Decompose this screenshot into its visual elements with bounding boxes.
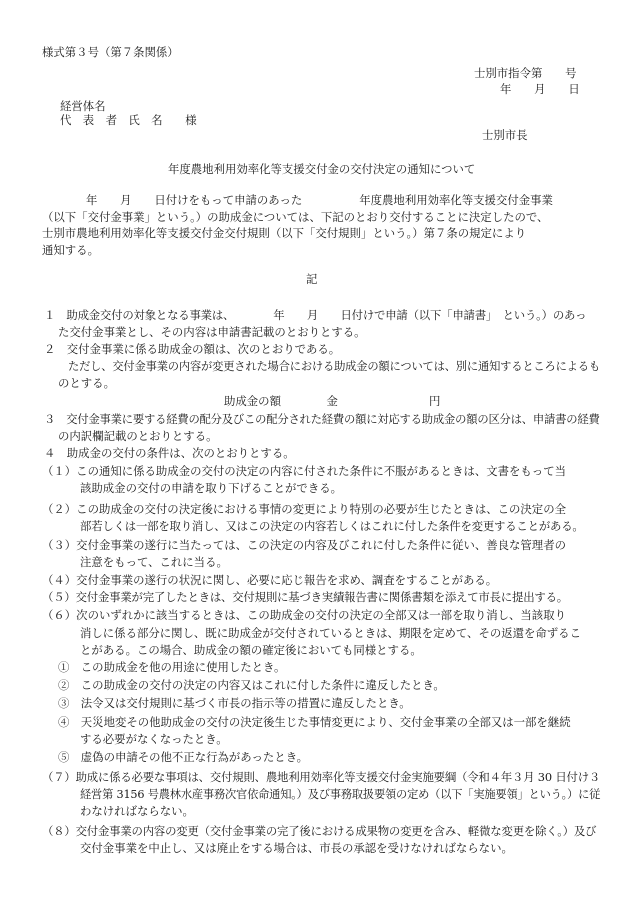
condition-8-line-2: 交付金事業を中止し、又は廃止をする場合は、市長の承認を受けなければならない。 xyxy=(80,841,513,855)
condition-3-line-2: 注意をもって、これに当る。 xyxy=(80,555,228,569)
document-number: 士別市指令第 号 xyxy=(474,66,577,80)
recipient-business-name: 経営体名 xyxy=(60,99,106,113)
sub-item-4-line-2: する必要がなくなったとき。 xyxy=(80,732,228,746)
intro-line-3: 士別市農地利用効率化等支援交付金交付規則（以下「交付規則」という。）第７条の規定により xyxy=(42,226,527,240)
intro-line-2: （以下「交付金事業」という。）の助成金については、下記のとおり交付することに決定したので、 xyxy=(42,210,549,224)
item-3-line-2: の内訳欄記載のとおりとする。 xyxy=(58,429,218,443)
sub-item-1: ① この助成金を他の用途に使用したとき。 xyxy=(58,660,286,674)
item-1-line-1: １ 助成金交付の対象となる事業は、 年 月 日付けで申請（以下「申請書」 という。）のあっ xyxy=(44,308,587,322)
condition-6-line-1: （６）次のいずれかに該当するときは、この助成金の交付の決定の全部又は一部を取り消し、当該取り xyxy=(42,608,566,622)
issuer-name: 士別市長 xyxy=(482,128,528,142)
ki-heading: 記 xyxy=(306,272,318,286)
condition-4: （４）交付金事業の遂行の状況に関し、必要に応じ報告を求め、調査をすることがある。 xyxy=(42,573,498,587)
grant-amount: 助成金の額 金 円 xyxy=(224,394,441,408)
condition-7-line-1: （７）助成に係る必要な事項は、交付規則、農地利用効率化等支援交付金実施要綱（令和４年３月 30 日付け３ xyxy=(42,770,601,784)
sub-item-3: ③ 法令又は交付規則に基づく市長の指示等の措置に違反したとき。 xyxy=(58,696,411,710)
condition-1-line-2: 該助成金の交付の申請を取り下げることができる。 xyxy=(80,481,342,495)
condition-6-line-3: とがある。この場合、助成金の額の確定後においても同様とする。 xyxy=(80,643,422,657)
condition-7-line-2: 経営第 3156 号農林水産事務次官依命通知。）及び事務取扱要領の定め（以下「実施要領」という。）に従 xyxy=(80,787,601,801)
condition-7-line-3: わなければならない。 xyxy=(80,804,194,818)
item-2-line-2: ただし、交付金事業の内容が変更された場合における助成金の額については、別に通知するところによるも xyxy=(68,359,600,373)
item-1-line-2: た交付金事業とし、その内容は申請書記載のとおりとする。 xyxy=(58,325,366,339)
condition-8-line-1: （８）交付金事業の内容の変更（交付金事業の完了後における成果物の変更を含み、軽微な変更を除く。）及び xyxy=(42,824,597,838)
intro-line-4: 通知する。 xyxy=(42,243,99,257)
intro-line-1: 年 月 日付けをもって申請のあった 年度農地利用効率化等支援交付金事業 xyxy=(86,193,553,207)
recipient-representative: 代 表 者 氏 名 様 xyxy=(60,113,197,127)
condition-6-line-2: 消しに係る部分に関し、既に助成金が交付されているときは、期限を定めて、その返還を命ずるこ xyxy=(80,626,581,640)
condition-2-line-2: 部若しくは一部を取り消し、又はこの決定の内容若しくはこれに付した条件を変更することがある。 xyxy=(80,519,584,533)
sub-item-4-line-1: ④ 天災地変その他助成金の交付の決定後生じた事情変更により、交付金事業の全部又は一部を継続 xyxy=(58,715,571,729)
item-3-line-1: ３ 交付金事業に要する経費の配分及びこの配分された経費の額に対応する助成金の額の区分は、申請書の経費 xyxy=(44,412,600,426)
item-4-line-1: ４ 助成金の交付の条件は、次のとおりとする。 xyxy=(44,446,295,460)
issue-date: 年 月 日 xyxy=(500,82,580,96)
form-number: 様式第３号（第７条関係） xyxy=(42,45,179,59)
item-2-line-1: ２ 交付金事業に係る助成金の額は、次のとおりである。 xyxy=(44,342,341,356)
condition-2-line-1: （２）この助成金の交付の決定後における事情の変更により特別の必要が生じたときは、この決定の全 xyxy=(42,502,566,516)
document-title: 年度農地利用効率化等支援交付金の交付決定の通知について xyxy=(168,162,476,176)
condition-3-line-1: （３）交付金事業の遂行に当たっては、この決定の内容及びこれに付した条件に従い、善良な管理者の xyxy=(42,538,566,552)
sub-item-2: ② この助成金の交付の決定の内容又はこれに付した条件に違反したとき。 xyxy=(58,678,445,692)
sub-item-5: ⑤ 虚偽の申請その他不正な行為があったとき。 xyxy=(58,750,309,764)
condition-5: （５）交付金事業が完了したときは、交付規則に基づき実績報告書に関係書類を添えて市長に提出する。 xyxy=(42,590,568,604)
item-2-line-3: のとする。 xyxy=(58,376,115,390)
condition-1-line-1: （１）この通知に係る助成金の交付の決定の内容に付された条件に不服があるときは、文書をもって当 xyxy=(42,464,566,478)
